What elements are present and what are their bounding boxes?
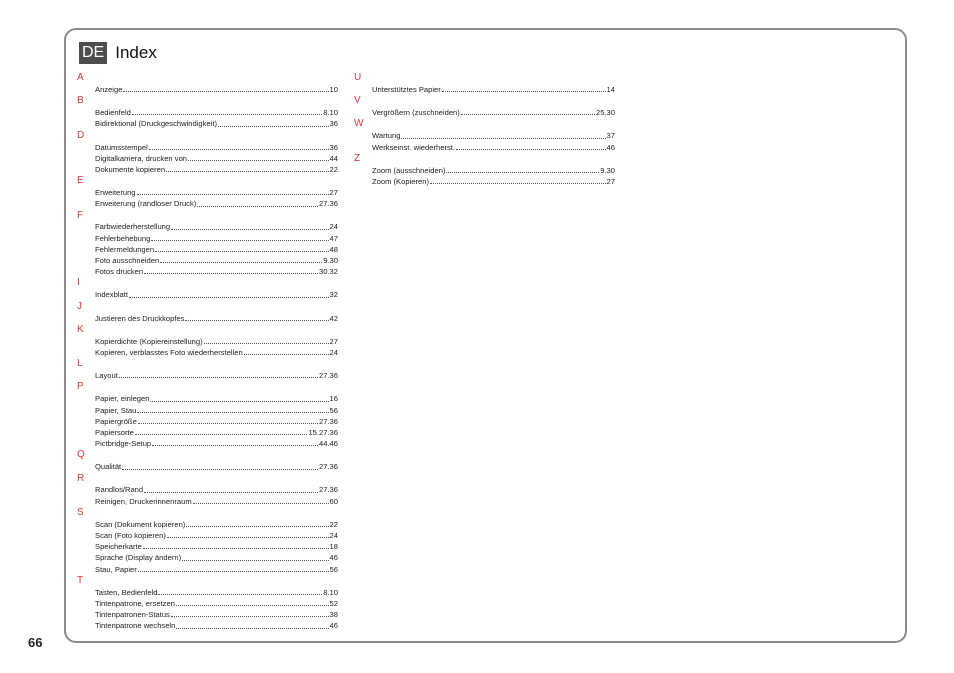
index-entry-term: Scan (Dokument kopieren) [95, 519, 186, 529]
index-entry-page: 24 [329, 347, 338, 357]
index-letter: J [77, 300, 82, 312]
dot-leader [182, 560, 328, 561]
index-entry-page: 27.36 [318, 462, 338, 472]
index-entry-term: Kopieren, verblasstes Foto wiederherstellen [95, 347, 243, 357]
index-entry-term: Bidirektional (Druckgeschwindigkeit) [95, 119, 217, 129]
index-entry[interactable] [95, 485, 338, 496]
dot-leader [401, 138, 605, 139]
index-entry-page: 14 [606, 84, 615, 94]
dot-leader [149, 149, 329, 150]
dot-leader [150, 401, 328, 402]
index-column-left [77, 72, 338, 632]
index-entries [95, 289, 338, 300]
index-group [77, 473, 338, 507]
index-entries [95, 313, 338, 324]
dot-leader [218, 126, 329, 127]
index-entries [95, 222, 338, 278]
index-entry[interactable] [372, 84, 615, 95]
index-letter: B [77, 95, 84, 107]
index-group [77, 324, 338, 358]
index-entry-term: Unterstütztes Papier [372, 84, 441, 94]
dot-leader [119, 377, 318, 378]
dot-leader [129, 297, 329, 298]
index-entry-term: Sprache (Display ändern) [95, 553, 182, 563]
index-entry-page: 36 [329, 142, 338, 152]
index-entry[interactable] [95, 541, 338, 552]
index-entry[interactable] [95, 142, 338, 153]
index-entry-page: 36 [329, 119, 338, 129]
index-letter: U [354, 72, 362, 83]
dot-leader [122, 469, 318, 470]
index-entry-term: Stau, Papier [95, 564, 137, 574]
index-letter: Q [77, 449, 85, 461]
index-entries [95, 107, 338, 129]
dot-leader [167, 537, 329, 538]
index-group [354, 95, 615, 118]
dot-leader [144, 273, 318, 274]
index-entries [372, 130, 615, 152]
index-entry[interactable] [95, 107, 338, 118]
index-entry-page: 42 [329, 313, 338, 323]
index-entry[interactable] [95, 198, 338, 209]
index-letter: K [77, 323, 84, 335]
index-entry-term: Justieren des Druckkopfes [95, 313, 185, 323]
index-entry-page: 18 [329, 542, 338, 552]
index-entry-page: 27.36 [318, 199, 338, 209]
index-entry-term: Erweiterung [95, 188, 136, 198]
dot-leader [176, 628, 328, 629]
index-letter: Z [354, 152, 361, 164]
index-group [354, 153, 615, 187]
dot-leader [166, 171, 328, 172]
index-entry-term: Erweiterung (randloser Druck) [95, 199, 197, 209]
index-entry-page: 9.30 [323, 256, 338, 266]
dot-leader [186, 526, 328, 527]
dot-leader [137, 194, 329, 195]
index-letter: D [77, 129, 85, 141]
dot-leader [446, 172, 599, 173]
index-group [77, 301, 338, 324]
index-group [77, 210, 338, 278]
index-entry[interactable] [372, 165, 615, 176]
index-entry-page: 46 [606, 142, 615, 152]
index-entry-term: Indexblatt [95, 290, 128, 300]
index-entries [372, 84, 615, 95]
index-entry-term: Tintenpatronen-Status [95, 610, 170, 620]
index-entry-term: Datumsstempel [95, 142, 148, 152]
index-entry-term: Fotos drucken [95, 267, 144, 277]
index-entry[interactable] [95, 587, 338, 598]
index-entry[interactable] [95, 347, 338, 358]
index-entry-term: Reinigen, Druckerinnenraum [95, 496, 192, 506]
index-entry[interactable] [95, 153, 338, 164]
index-entries [95, 587, 338, 632]
index-letter: E [77, 175, 84, 187]
index-group [77, 449, 338, 472]
page-title: Index [115, 43, 157, 62]
dot-leader [176, 605, 329, 606]
index-entry-term: Werkseinst. wiederherst. [372, 142, 455, 152]
dot-leader [160, 262, 322, 263]
dot-leader [244, 354, 329, 355]
index-group [77, 277, 338, 300]
index-entry-page: 46 [329, 553, 338, 563]
index-entry[interactable] [95, 519, 338, 530]
index-letter: S [77, 506, 84, 518]
index-entries [95, 187, 338, 209]
index-group [77, 507, 338, 575]
index-entry-page: 47 [329, 233, 338, 243]
index-entry-term: Papier, Stau [95, 405, 137, 415]
index-entry-term: Pictbridge-Setup [95, 439, 152, 449]
index-entry[interactable] [95, 620, 338, 631]
index-entry-page: 22 [329, 519, 338, 529]
index-entry[interactable] [95, 118, 338, 129]
dot-leader [123, 91, 328, 92]
index-entry-page: 56 [329, 564, 338, 574]
index-entry-page: 32 [329, 290, 338, 300]
index-entry[interactable] [95, 416, 338, 427]
dot-leader [132, 114, 322, 115]
dot-leader [138, 571, 329, 572]
index-entry-term: Scan (Foto kopieren) [95, 531, 166, 541]
index-entry[interactable] [95, 438, 338, 449]
index-group [354, 72, 615, 95]
index-entry[interactable] [372, 130, 615, 141]
index-entry[interactable] [372, 142, 615, 153]
dot-leader [197, 206, 318, 207]
index-entry-page: 10 [329, 84, 338, 94]
index-entry-page: 48 [329, 244, 338, 254]
index-entry-page: 24 [329, 222, 338, 232]
index-letter: F [77, 209, 84, 221]
index-entry-term: Zoom (Kopieren) [372, 176, 429, 186]
index-entry-page: 46 [329, 621, 338, 631]
index-entries [372, 165, 615, 187]
index-entry[interactable] [95, 164, 338, 175]
index-entry-term: Foto ausschneiden [95, 256, 160, 266]
index-entry-term: Wartung [372, 131, 401, 141]
index-letter: P [77, 381, 84, 393]
index-entry[interactable] [95, 266, 338, 277]
index-entry-term: Qualität [95, 462, 122, 472]
index-entry-term: Tasten, Bedienfeld [95, 587, 158, 597]
index-entry-page: 44 [329, 153, 338, 163]
index-entry[interactable] [95, 598, 338, 609]
index-entry-page: 44.46 [318, 439, 338, 449]
dot-leader [188, 160, 329, 161]
page-header [79, 42, 157, 64]
index-entries [95, 84, 338, 95]
index-group [77, 175, 338, 209]
index-entry[interactable] [95, 530, 338, 541]
index-entry-page: 27 [606, 176, 615, 186]
index-entry[interactable] [95, 289, 338, 300]
dot-leader [144, 492, 318, 493]
index-entry[interactable] [95, 255, 338, 266]
dot-leader [137, 412, 328, 413]
index-entry[interactable] [372, 107, 615, 118]
dot-leader [143, 548, 329, 549]
index-entry-page: 8.10 [323, 587, 338, 597]
index-entry-term: Digitalkamera, drucken von [95, 153, 188, 163]
index-entry-term: Kopierdichte (Kopiereinstellung) [95, 336, 203, 346]
dot-leader [456, 149, 606, 150]
index-entries [95, 370, 338, 381]
dot-leader [152, 445, 318, 446]
index-column-right [354, 72, 615, 187]
index-entry-page: 52 [329, 598, 338, 608]
index-letter: T [77, 574, 84, 586]
index-entries [95, 461, 338, 472]
dot-leader [442, 91, 606, 92]
index-entry[interactable] [95, 393, 338, 404]
index-group [77, 358, 338, 381]
index-entry-page: 30.32 [318, 267, 338, 277]
index-entry[interactable] [372, 176, 615, 187]
index-entry-term: Papier, einlegen [95, 394, 150, 404]
index-entry[interactable] [95, 552, 338, 563]
index-entry[interactable] [95, 496, 338, 507]
dot-leader [185, 320, 328, 321]
index-entry-term: Fehlermeldungen [95, 244, 155, 254]
index-entry-page: 56 [329, 405, 338, 415]
index-entry-term: Bedienfeld [95, 108, 131, 118]
dot-leader [171, 229, 328, 230]
index-entry-term: Dokumente kopieren [95, 164, 166, 174]
index-entry[interactable] [95, 461, 338, 472]
index-entry-page: 38 [329, 610, 338, 620]
index-entry-term: Vergrößern (zuschneiden) [372, 108, 460, 118]
index-entry[interactable] [95, 336, 338, 347]
dot-leader [461, 114, 595, 115]
language-badge: DE [79, 42, 107, 64]
index-group [77, 381, 338, 449]
index-entry-page: 27.36 [318, 416, 338, 426]
index-entry-term: Papiersorte [95, 427, 134, 437]
index-entry-page: 27.36 [318, 371, 338, 381]
index-entry-page: 27 [329, 336, 338, 346]
index-entry-term: Papiergröße [95, 416, 137, 426]
index-group [354, 118, 615, 152]
index-entry-page: 8.10 [323, 108, 338, 118]
index-entries [95, 519, 338, 575]
index-entries [95, 393, 338, 449]
index-entry-term: Layout [95, 371, 118, 381]
index-entry-term: Speicherkarte [95, 542, 142, 552]
index-entry-page: 60 [329, 496, 338, 506]
dot-leader [135, 434, 308, 435]
index-entry[interactable] [95, 609, 338, 620]
index-entry[interactable] [95, 233, 338, 244]
index-entry-page: 37 [606, 131, 615, 141]
dot-leader [204, 343, 329, 344]
index-letter: I [77, 277, 80, 289]
index-entries [95, 485, 338, 507]
index-group [77, 95, 338, 129]
index-letter: L [77, 358, 83, 370]
index-entry-term: Tintenpatrone wechseln [95, 621, 176, 631]
index-letter: V [354, 95, 361, 107]
index-entry-page: 24 [329, 531, 338, 541]
dot-leader [151, 240, 328, 241]
index-entry[interactable] [95, 427, 338, 438]
index-entries [372, 107, 615, 118]
dot-leader [155, 251, 328, 252]
index-entry[interactable] [95, 405, 338, 416]
index-letter: W [354, 118, 364, 130]
dot-leader [138, 423, 318, 424]
index-entry-page: 22 [329, 164, 338, 174]
index-group [77, 575, 338, 632]
index-entries [95, 336, 338, 358]
index-entry[interactable] [95, 222, 338, 233]
index-entry-page: 15.27.36 [308, 427, 338, 437]
dot-leader [193, 503, 329, 504]
dot-leader [171, 616, 329, 617]
index-entry-page: 27.36 [318, 485, 338, 495]
index-entry-term: Randlos/Rand [95, 485, 144, 495]
index-entry[interactable] [95, 313, 338, 324]
index-entry-term: Zoom (ausschneiden) [372, 165, 446, 175]
index-entry-page: 16 [329, 394, 338, 404]
index-entry-term: Farbwiederherstellung [95, 222, 171, 232]
page-number: 66 [28, 635, 43, 650]
index-entry[interactable] [95, 564, 338, 575]
index-entries [95, 142, 338, 176]
index-entry[interactable] [95, 370, 338, 381]
index-entry[interactable] [95, 84, 338, 95]
dot-leader [430, 183, 606, 184]
index-entry-page: 25.30 [595, 108, 615, 118]
index-entry-term: Tintenpatrone, ersetzen [95, 598, 175, 608]
index-entry[interactable] [95, 244, 338, 255]
index-letter: A [77, 72, 84, 83]
index-letter: R [77, 472, 85, 484]
index-entry[interactable] [95, 187, 338, 198]
dot-leader [158, 594, 322, 595]
index-group [77, 130, 338, 176]
index-entry-page: 9.30 [600, 165, 615, 175]
index-group [77, 72, 338, 95]
index-entry-page: 27 [329, 188, 338, 198]
index-entry-term: Fehlerbehebung [95, 233, 151, 243]
index-entry-term: Anzeige [95, 84, 123, 94]
